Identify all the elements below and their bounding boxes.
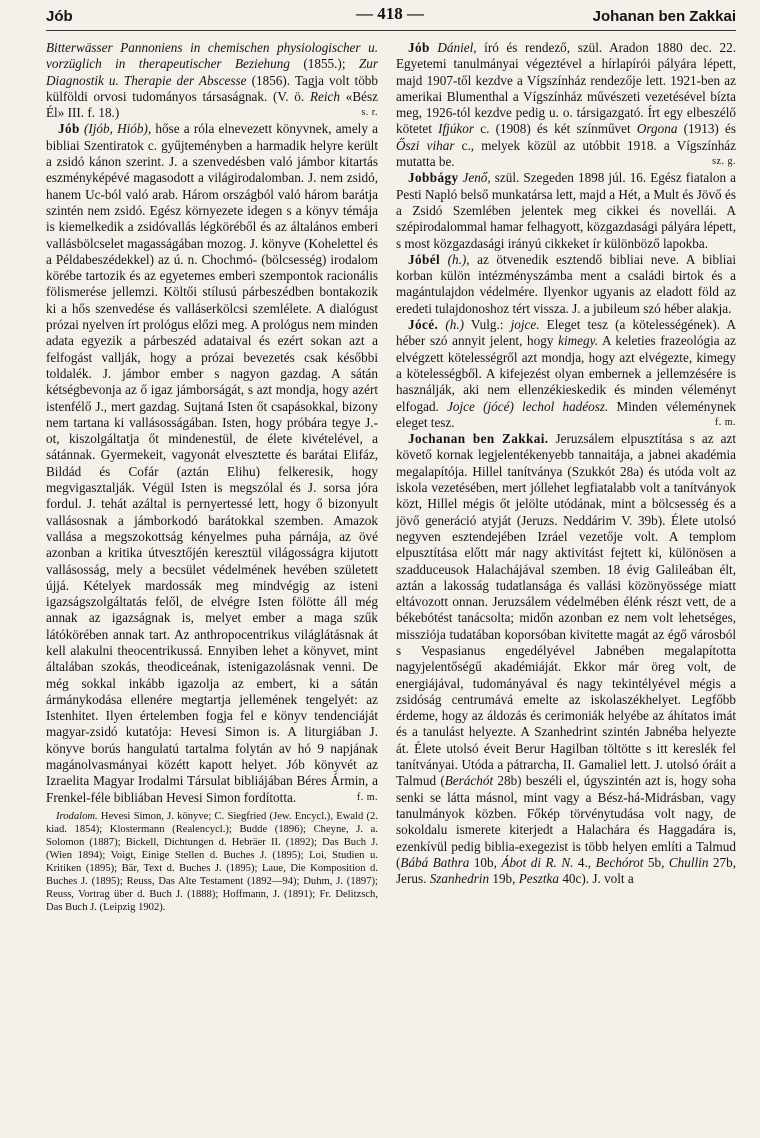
entry-text: 28b) beszéli el, úgyszintén azt is, hogy soha senki se látta másnol, mint vagy a Bész-há-Midrásban, vagy tanulmányok közben. Főkép törvénytudása volt nagy, de sokoldalu ismerete kiterjedt a Halachára és Haggadára is, ezenkívül pedig biblia-exegezist is több helyen említi a Talmud (: [396, 773, 736, 870]
entry-headword: Jób: [408, 40, 430, 55]
entry-given-name: Jenő,: [458, 170, 491, 186]
header-right-word: Johanan ben Zakkai: [592, 8, 736, 25]
header-rule: [46, 30, 736, 31]
author-signature: s. r.: [361, 107, 378, 119]
entry-jobel: [396, 252, 736, 317]
source-title: Bechórot: [595, 854, 644, 870]
work-title: Zur Diagnostik u. Therapie der Abscesse: [46, 56, 378, 88]
source-title: Beráchót: [444, 773, 494, 789]
source-title: Szanhedrin: [429, 871, 490, 887]
source-title: Ábot di R. N.: [501, 854, 574, 870]
entry-text: (1855.);: [289, 56, 359, 72]
reference-name: Reich: [309, 88, 340, 104]
author-signature: sz. g.: [712, 156, 736, 168]
entry-text: Jeruzsálem elpusztítása s az azt követő kornak legjelentékenyebb tannaitája, a jabnei akadémia megalapítója. Hillel tanítványa (Szukkót 28a) és utóda volt az iskola vezetésében, mert jóllehet legfiatalabb volt a tanítványok közt, Hillel mégis őt jelölte utódának, mint a bölcsesség és a jövő generáció atyját (Jeruzs. Neddárim V. 39b). Élete utolsó negyven esztendejében Izráel vezetője volt. A templom elpusztítása előtt már nagy aktivitást fejtett ki, különösen a szadduceusok Halachájával szemben. 18 évig Galileában élt, aztán a lakosság tudatlansága és vallási közönyössége miatt eltávozott onnan. Jeruzsálem védelmében élénk részt vett, de a békebótést tanácsolta; midőn azonban ez nem volt lehetséges, missziója tudatában koporsóban kivitette magát az égő városból s Vespasianus engedélyével Jabnében megalapította nagyjelentőségű akadémiáját. Ekkor már öreg volt, de energiájával, tudományával és nagy tekintélyével mégis a zsidóság centrumává emelte az iskolaszékhelyet. Legfőbb érdeme, hogy az áldozás és cerimoniák helyébe az áhítatos imát és a tanulást helyezte. A Szanhedrint szintén Jabnéba helyezte át. Élete utolsó éveit Berur Hagilban töltötte s itt kereslék fel tanítványai. Utóda a pátrarcha, II. Gamaliel lett. J. utolsó óráit a Talmud (: [396, 431, 736, 789]
work-title: Bitterwässer Pannoniens in chemischen physiologischer u. vorzüglich in therapeutischer Beziehung: [46, 40, 378, 72]
entry-text: A keleties frazeológia az elvégzett kötelességről azt mondja, hogy azt elvégezte, kimegy a kötelességből. A kifejezést olyan embernek a jellemzésére is használják, aki nem ellenzékieskedik és minden véleményt elfogad.: [396, 333, 737, 414]
term: jojce.: [510, 317, 540, 333]
entry-variant: (h.),: [440, 251, 470, 267]
entry-text: 40c). J. volt a: [559, 871, 634, 887]
entry-jochanan: [396, 431, 736, 887]
entry-headword: Jócé.: [408, 317, 439, 333]
entry-text: 5b,: [643, 854, 669, 870]
entry-text: c. (1908) és két színművet: [474, 121, 637, 137]
entry-text: 27b, Jerus.: [396, 854, 737, 887]
entry-headword: Jochanan ben Zakkai.: [408, 431, 549, 447]
entry-text: író és rendező, szül. Aradon 1880 dec. 22. Egyetemi tanulmányai végeztével a hírlapírói pályára lépett, majd 1907-től kezdve a Vígszínház rendezője lett. 1921-ben az amerikai Blumenthal a Vígszínház művészeti vezetésével bízta meg, 1926-tól kezdve pedig u. o. társigazgató. Írt egy elbeszélő kötetet: [396, 40, 736, 137]
entry-headword: Jób: [58, 121, 80, 137]
page-number: — 418 —: [356, 4, 424, 23]
bibliography-label: Irodalom.: [56, 810, 98, 822]
entry-headword: Jóbél: [408, 251, 441, 267]
bibliography: [46, 810, 378, 914]
header-left-word: Jób: [46, 8, 73, 25]
entry-text: c., melyek közül az utóbbit 1918. a Vígszínház mutatta be.: [396, 137, 736, 170]
source-title: Chullin: [668, 854, 709, 870]
work-title: Orgona: [636, 121, 678, 137]
entry-text: (1913) és: [677, 121, 736, 137]
author-signature: f. m.: [714, 416, 736, 428]
entry-text: Vulg.:: [464, 317, 511, 333]
entry-given-name: Dániel,: [429, 40, 477, 55]
entry-text: szül. Szegeden 1898 júl. 16. Egész fiatalon a Pesti Napló belső munkatársa lett, majd a Hét, a Mult és Jövő és a Zsidó Szemlében jelentek meg cikkei és novellái. A szépirodalommal hamar felhagyott, közgazdasági pályára lépett, s most közgazdasági irányú cikkeket ír különböző lapokba.: [396, 170, 736, 251]
entry-text: Eleget tesz (a kötelességének). A héber szó annyit jelent, hogy: [396, 317, 736, 349]
entry-text: az ötvenedik esztendő bibliai neve. A bibliai korban külön intézményszámba ment a családi birtok és a magántulajdon védelmére. Ilyenkor ugyanis az eladott föld az eredeti tulajdonoshoz tért vissza. J. a jubileum szó héber alakja.: [396, 251, 736, 316]
entry-joce: [396, 317, 736, 431]
entry-text: Minden véleménynek eleget tesz.: [396, 398, 737, 430]
bibliography-text: Hevesi Simon, J. könyve; C. Siegfried (Jew. Encycl.), Ewald (2. kiad. 1854); Klostermann (Realencycl.); Budde (1896); Cheyne, J. a. Solomon (1887); Bickell, Dichtungen d. Hebräer II. (1892); Das Buch J. (Wien 1894); Voigt, Einige Stellen d. Buches J. (1895); Loi, Studien u. Kritiken (1895); Bär, Text d. Buches J. (1895); Laue, Die Komposition d. Buches J. (1895); Reuss, Das Alte Testament (1892—94); Duhm, J. (1897); Reuss, Vortrag über d. Buch J. (1888); Hoffmann, J. (1891); Fr. Delitzsch, Das Buch J. (Leipzig 1902).: [46, 810, 378, 913]
term: kimegy.: [558, 333, 599, 349]
entry-job: [46, 121, 378, 805]
entry-text: hőse a róla elnevezett könyvnek, amely a bibliai Szentiratok c. gyűjteményben a harmadik helyre került a zsidó kánon szerint. J. a szenvedésben való jámbor kitartás eszményképévé magasodott a világirodalomban. J. nem zsidó, hanem Uc-ból való arab. Három országból való három barátja szintén nem zsidó. Egész környezete idegen s a könyv témája is kiemelkedik a zsidóvallás légköréből és az általános emberi vallásbölcselet magasságában mozog. J. könyve (Kohelettel és a Példabeszédekkel) az ú. n. Chochmó- (bölcsesség) irodalom körébe tartozik és az egyetemes emberi szempontok racionális fölismerése jellemzi. Költői stílusú párbeszédben bontakozik ki a hős szenvedése és valláserkölcsi szemlélete. A dialógust prózai nyelven írt prológus előzi meg. A prológus nem minden adata egyezik a párbeszéd adataival és ezért sokan azt a felfogást vallják, hogy a prózai bevezetés csak későbbi toldalék. J. jámbor ember s nagyon gazdag. A sátán kétségbevonja az ő igaz jámborságát, s azt mondja, hogy azért istenfélő J., mert gazdag. Sujtaná Isten őt csapásokkal, bizony nem tartana ki vallásosságában. Isten, hogy próbára tegye J.-ot, kiszolgáltatja őt mindenestül, de élete kivételével, a sátánnak. Gyermekeit, vagyonát elvesztette és barátai Elifáz, Bildád és Cofár (aztán Elihu) felkeresik, hogy megvigasztalják. Végül Isten is megszólal és J. sorsa jóra fordul. J. tehát azáltal is pernyertessé lett, hogy ő bizonyult vallásosnak a jámborkodó barátokkal szemben. Amazok vallása a megszokottság kényelmes puha párnája, az övé azonban a kritika útvesztőjén keresztül világosságra kijutott vallásosság, mely a becsület védelmének hevében született újjá. Kételyek mardossák meg mindvégig az isteni igazságszolgáltatás felől, de elvégre Isten fölötte áll még annak az igazságnak is, melyet ember a maga szűk látókörében annak tart. Az anthropocentrikus világlátásnak át kell alakulni theocentrikussá. Ennyiben lehet a könyvet, mint általában szokás, theodiceának, istenigazolásnak venni. De még sokkal inkább igazolja az embert, ki a sátán ármánykodása ellenére megtartja jellemének tengelyét: az Istenhitet. Ilyen értelemben fogja fel e könyv tendenciáját magyar-zsidó kutatója: Hevesi Simon is. A liturgiában J. könyve borús hangulatú tartalma folytán av hó 9 napjának magánolvasmányai közétt kapott helyet. Jób könyvét az Izraelita Magyar Irodalmi Társulat bibliájában Béres Ármin, a Frenkel-féle bibliában Hevesi Simon fordította.: [46, 121, 378, 805]
entry-headword: Jobbágy: [408, 170, 459, 186]
entry-job-daniel: [396, 40, 736, 170]
entry-continuation: [46, 40, 378, 121]
right-column: [396, 40, 736, 887]
left-column: [46, 40, 378, 914]
running-header: [46, 4, 736, 30]
entry-variant: (Ijób, Hiób),: [79, 121, 152, 137]
source-title: Bábá Bathra: [400, 854, 470, 870]
term: Jojce (jócé) lechol hadéosz.: [447, 398, 609, 414]
author-signature: f. m.: [356, 791, 378, 803]
entry-text: 10b,: [469, 854, 502, 870]
entry-jobbagy: [396, 170, 736, 251]
entry-variant: (h.): [438, 317, 465, 333]
work-title: Ifjúkor: [438, 121, 475, 137]
work-title: Őszi vihar: [396, 137, 455, 153]
entry-text: 4.,: [573, 854, 596, 870]
source-title: Pesztka: [518, 871, 560, 887]
entry-text: «Bész Él» III. f. 18.): [46, 88, 378, 121]
entry-text: 19b,: [489, 871, 519, 887]
entry-text: (1856). Tagja volt több külföldi orvosi tudományos társaságnak. (V. ö.: [46, 72, 378, 104]
